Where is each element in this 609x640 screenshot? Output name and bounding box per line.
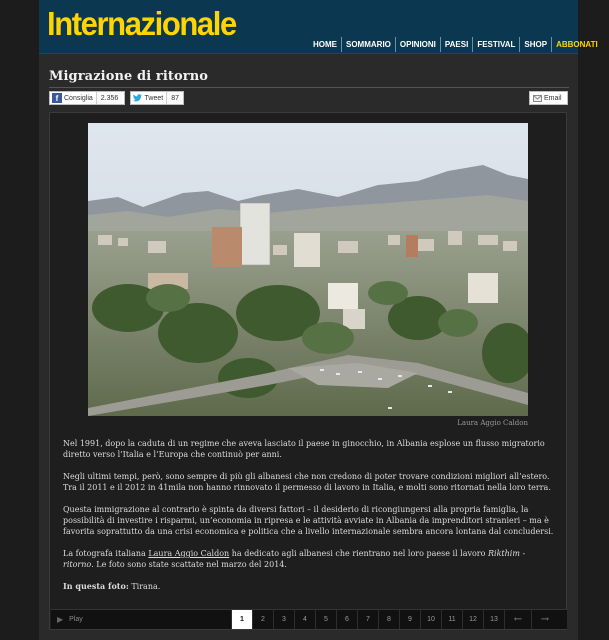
- p4-text-before: La fotografa italiana: [63, 549, 149, 558]
- p4-text-mid: ha dedicato agli albanesi che rientrano nel loro paese il lavoro: [229, 549, 488, 558]
- tweet-button[interactable]: [130, 91, 184, 105]
- paragraph-1: Nel 1991, dopo la caduta di un regime che aveva lasciato il paese in ginocchio, in Albania esplose un flusso migratorio diretto verso l’Italia e l’Europa che continuò per anni.: [63, 439, 545, 459]
- paragraph-5: [63, 581, 557, 592]
- paragraph-4: [63, 548, 557, 570]
- nav-item-festival[interactable]: FESTIVAL: [472, 37, 519, 52]
- photo-subject-label: In questa foto:: [63, 581, 129, 591]
- paragraph-3: Questa immigrazione al contrario è spinta da diversi fattori – il desiderio di ricongiungersi alla propria famiglia, la possibilità di investire i risparmi, un’economia in ripresa e le attività avviate in Albania da imprenditori stranieri – ma è favorita soprattutto da una crisi economica e politica che a livello internazionale sembra ancora lontana dal concludersi.: [63, 505, 554, 536]
- facebook-like-label: Consiglia: [64, 94, 93, 102]
- prev-button[interactable]: [504, 610, 531, 629]
- page-button-13[interactable]: 13: [483, 610, 504, 629]
- masthead: [39, 0, 598, 54]
- page-button-10[interactable]: 10: [420, 610, 441, 629]
- play-label: Play: [69, 616, 83, 623]
- tweet-label: Tweet: [144, 94, 164, 102]
- site-logo[interactable]: Internazionale: [47, 5, 236, 42]
- play-button[interactable]: [51, 610, 231, 629]
- gallery-photo[interactable]: [88, 123, 528, 416]
- email-label: Email: [544, 94, 562, 102]
- page-button-9[interactable]: 9: [399, 610, 420, 629]
- title-divider: [49, 87, 569, 88]
- nav-item-sommario[interactable]: SOMMARIO: [341, 37, 395, 52]
- arrow-right-icon: →: [540, 614, 550, 625]
- facebook-icon: f: [52, 93, 62, 103]
- gallery-pager: [51, 609, 567, 629]
- page: [39, 0, 598, 640]
- paragraph-2: Negli ultimi tempi, però, sono sempre di più gli albanesi che non credono di poter trovare condizioni migliori all’estero. Tra il 2011 e il 2012 in 41mila non hanno rinnovato il permesso di lavoro in Italia, e molti sono ritornati nella loro terra.: [63, 472, 551, 492]
- p4-text-after: . Le foto sono state scattate nel marzo del 2014.: [91, 560, 287, 569]
- page-button-2[interactable]: 2: [252, 610, 273, 629]
- twitter-bird-icon: [133, 93, 143, 103]
- tweet-count: 87: [166, 92, 183, 104]
- page-button-7[interactable]: 7: [357, 610, 378, 629]
- page-button-4[interactable]: 4: [294, 610, 315, 629]
- page-button-6[interactable]: 6: [336, 610, 357, 629]
- nav-item-home[interactable]: HOME: [313, 40, 337, 49]
- page-title: Migrazione di ritorno: [49, 69, 209, 84]
- nav-item-shop[interactable]: SHOP: [519, 37, 551, 52]
- envelope-icon: [532, 93, 542, 103]
- page-button-8[interactable]: 8: [378, 610, 399, 629]
- page-button-12[interactable]: 12: [462, 610, 483, 629]
- gallery-content: [49, 112, 567, 630]
- nav-item-abbonati[interactable]: ABBONATI: [551, 37, 602, 52]
- page-button-1[interactable]: 1: [231, 610, 252, 629]
- photo-credit: Laura Aggio Caldon: [457, 419, 528, 427]
- arrow-left-icon: ←: [513, 614, 523, 625]
- nav-item-paesi[interactable]: PAESI: [440, 37, 472, 52]
- email-button[interactable]: [529, 91, 568, 105]
- facebook-like-count: 2.356: [96, 92, 123, 104]
- page-button-3[interactable]: 3: [273, 610, 294, 629]
- play-icon: ▶: [57, 615, 64, 624]
- facebook-like-button[interactable]: [49, 91, 125, 105]
- next-button[interactable]: [531, 610, 558, 629]
- photographer-link[interactable]: Laura Aggio Caldon: [148, 549, 230, 558]
- work-title: Rikthim - ritorno: [63, 549, 526, 569]
- article-body: [63, 438, 557, 603]
- page-button-5[interactable]: 5: [315, 610, 336, 629]
- nav-item-opinioni[interactable]: OPINIONI: [395, 37, 440, 52]
- photo-subject-text: Tirana.: [128, 582, 161, 591]
- page-button-11[interactable]: 11: [441, 610, 462, 629]
- main-nav: [309, 37, 602, 52]
